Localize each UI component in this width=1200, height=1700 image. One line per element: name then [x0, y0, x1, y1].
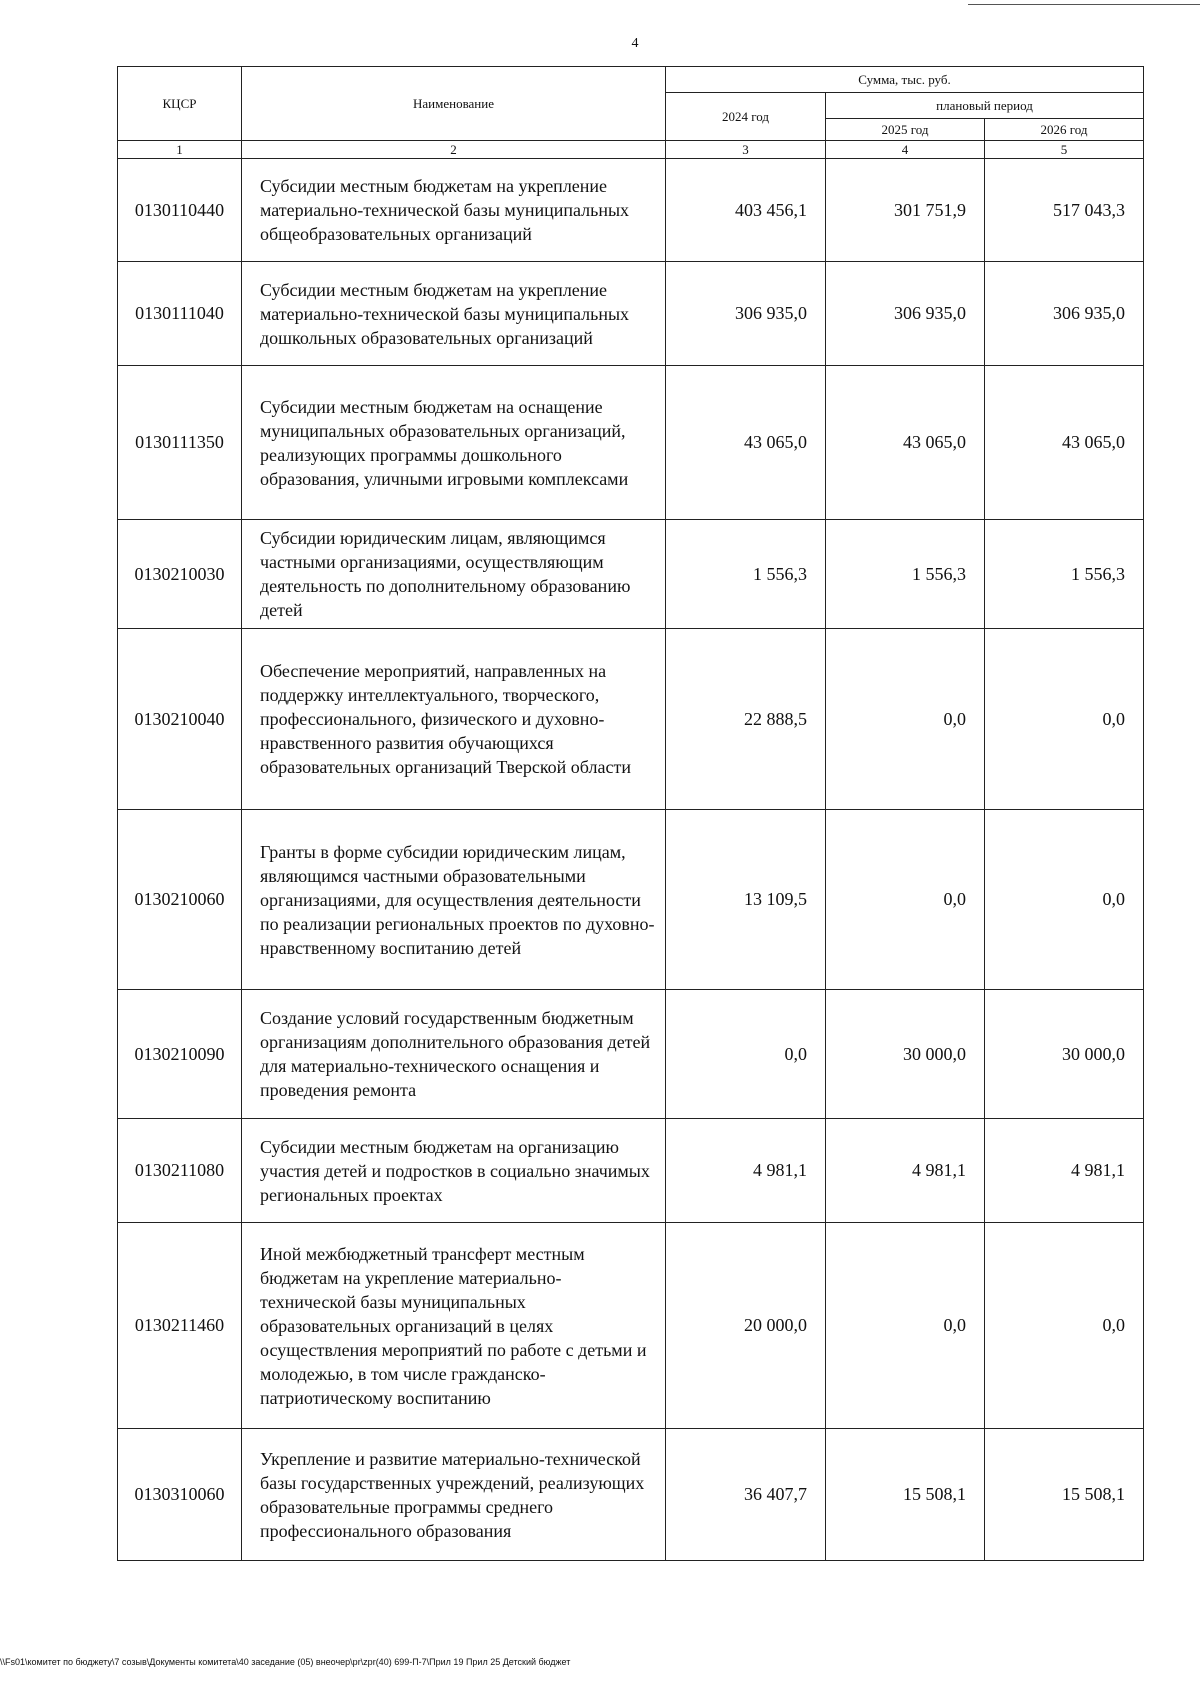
row-amount-2025: 15 508,1	[826, 1429, 985, 1561]
row-amount-2024: 43 065,0	[666, 366, 826, 520]
row-amount-2026: 15 508,1	[985, 1429, 1144, 1561]
row-amount-2025: 306 935,0	[826, 262, 985, 366]
row-amount-2025: 0,0	[826, 1223, 985, 1429]
row-code: 0130210090	[118, 990, 242, 1119]
row-amount-2025: 4 981,1	[826, 1119, 985, 1223]
table-row	[118, 520, 1144, 629]
column-number: 3	[666, 141, 826, 159]
row-amount-2026: 1 556,3	[985, 520, 1144, 629]
header-name: Наименование	[242, 67, 666, 141]
row-name: Иной межбюджетный трансферт местным бюджетам на укрепление материально-технической базы муниципальных образовательных организаций в целях осуществления мероприятий по работе с детьми и молодежью, в том числе гражданско-патриотическому воспитанию	[242, 1223, 666, 1429]
row-name: Создание условий государственным бюджетным организациям дополнительного образования детей для материально-технического оснащения и проведения ремонта	[242, 990, 666, 1119]
table-row	[118, 990, 1144, 1119]
row-code: 0130310060	[118, 1429, 242, 1561]
row-amount-2024: 403 456,1	[666, 159, 826, 262]
row-amount-2025: 30 000,0	[826, 990, 985, 1119]
column-number: 5	[985, 141, 1144, 159]
row-name: Субсидии местным бюджетам на укрепление материально-технической базы муниципальных общеобразовательных организаций	[242, 159, 666, 262]
row-name: Субсидии юридическим лицам, являющимся частными организациями, осуществляющим деятельность по дополнительному образованию детей	[242, 520, 666, 629]
row-code: 0130210060	[118, 810, 242, 990]
row-amount-2024: 4 981,1	[666, 1119, 826, 1223]
header-year-2026: 2026 год	[985, 119, 1144, 141]
row-amount-2025: 0,0	[826, 810, 985, 990]
table-row	[118, 629, 1144, 810]
column-number: 1	[118, 141, 242, 159]
row-amount-2024: 20 000,0	[666, 1223, 826, 1429]
row-code: 0130111350	[118, 366, 242, 520]
table-row	[118, 1223, 1144, 1429]
row-amount-2024: 22 888,5	[666, 629, 826, 810]
row-amount-2024: 0,0	[666, 990, 826, 1119]
row-amount-2026: 30 000,0	[985, 990, 1144, 1119]
row-amount-2026: 43 065,0	[985, 366, 1144, 520]
header-planned-period: плановый период	[826, 93, 1144, 119]
table-row	[118, 1119, 1144, 1223]
row-amount-2025: 0,0	[826, 629, 985, 810]
table-row	[118, 262, 1144, 366]
row-amount-2026: 306 935,0	[985, 262, 1144, 366]
table-row	[118, 366, 1144, 520]
top-rule	[968, 4, 1200, 5]
row-name: Субсидии местным бюджетам на укрепление материально-технической базы муниципальных дошкольных образовательных организаций	[242, 262, 666, 366]
row-amount-2026: 517 043,3	[985, 159, 1144, 262]
row-amount-2024: 13 109,5	[666, 810, 826, 990]
budget-table	[117, 66, 1144, 1561]
column-number: 4	[826, 141, 985, 159]
row-name: Укрепление и развитие материально-технической базы государственных учреждений, реализующих образовательные программы среднего профессионального образования	[242, 1429, 666, 1561]
row-name: Гранты в форме субсидии юридическим лицам, являющимся частными образовательными организациями, для осуществления деятельности по реализации региональных проектов по духовно-нравственному воспитанию детей	[242, 810, 666, 990]
row-code: 0130210030	[118, 520, 242, 629]
header-code: КЦСР	[118, 67, 242, 141]
table-row	[118, 159, 1144, 262]
row-code: 0130211080	[118, 1119, 242, 1223]
row-amount-2024: 36 407,7	[666, 1429, 826, 1561]
row-amount-2026: 0,0	[985, 810, 1144, 990]
page-number: 4	[631, 36, 639, 51]
footer-file-path: \\Fs01\комитет по бюджету\7 созыв\Документы комитета\40 заседание (05) внеочер\pr\zpr(40) 699-П-7\Прил 19 Прил 25 Детский бюджет	[0, 1657, 571, 1667]
row-name: Обеспечение мероприятий, направленных на поддержку интеллектуального, творческого, профессионального, физического и духовно-нравственного развития обучающихся образовательных организаций Тверской области	[242, 629, 666, 810]
row-code: 0130111040	[118, 262, 242, 366]
column-number: 2	[242, 141, 666, 159]
row-amount-2024: 1 556,3	[666, 520, 826, 629]
column-number-row	[118, 141, 1144, 159]
row-amount-2026: 0,0	[985, 629, 1144, 810]
table-row	[118, 1429, 1144, 1561]
row-name: Субсидии местным бюджетам на организацию участия детей и подростков в социально значимых региональных проектах	[242, 1119, 666, 1223]
row-amount-2026: 0,0	[985, 1223, 1144, 1429]
table-row	[118, 810, 1144, 990]
row-code: 0130210040	[118, 629, 242, 810]
header-year-2025: 2025 год	[826, 119, 985, 141]
row-amount-2025: 43 065,0	[826, 366, 985, 520]
row-amount-2025: 1 556,3	[826, 520, 985, 629]
row-name: Субсидии местным бюджетам на оснащение муниципальных образовательных организаций, реализующих программы дошкольного образования, уличными игровыми комплексами	[242, 366, 666, 520]
header-sum: Сумма, тыс. руб.	[666, 67, 1144, 93]
row-code: 0130211460	[118, 1223, 242, 1429]
row-amount-2026: 4 981,1	[985, 1119, 1144, 1223]
row-amount-2025: 301 751,9	[826, 159, 985, 262]
header-year-2024: 2024 год	[666, 93, 826, 141]
row-amount-2024: 306 935,0	[666, 262, 826, 366]
row-code: 0130110440	[118, 159, 242, 262]
